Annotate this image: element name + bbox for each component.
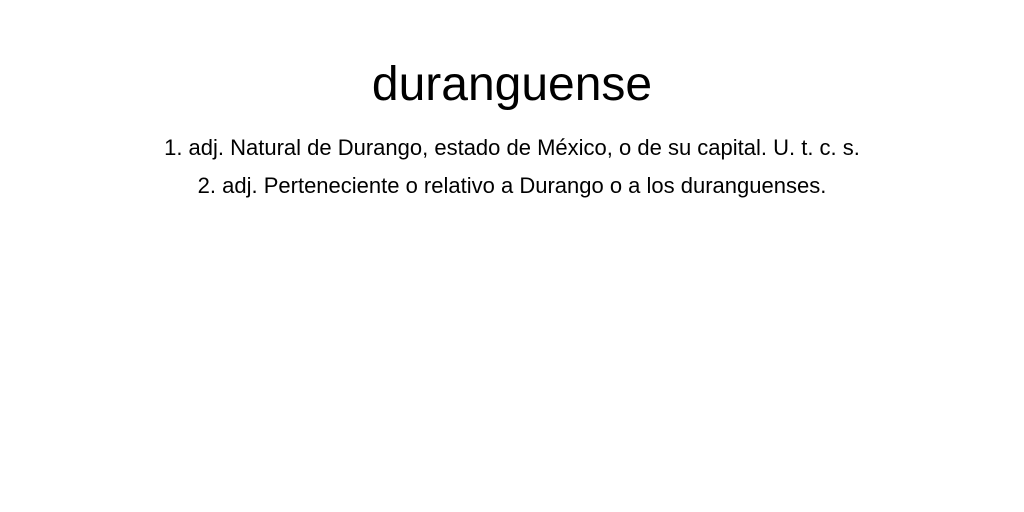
definition-item-2: 2. adj. Perteneciente o relativo a Durango o a los duranguenses. <box>197 173 827 198</box>
definition-list <box>0 129 1024 205</box>
headword-title: duranguense <box>371 58 653 111</box>
definition-item-1: 1. adj. Natural de Durango, estado de México, o de su capital. U. t. c. s. <box>164 135 860 160</box>
